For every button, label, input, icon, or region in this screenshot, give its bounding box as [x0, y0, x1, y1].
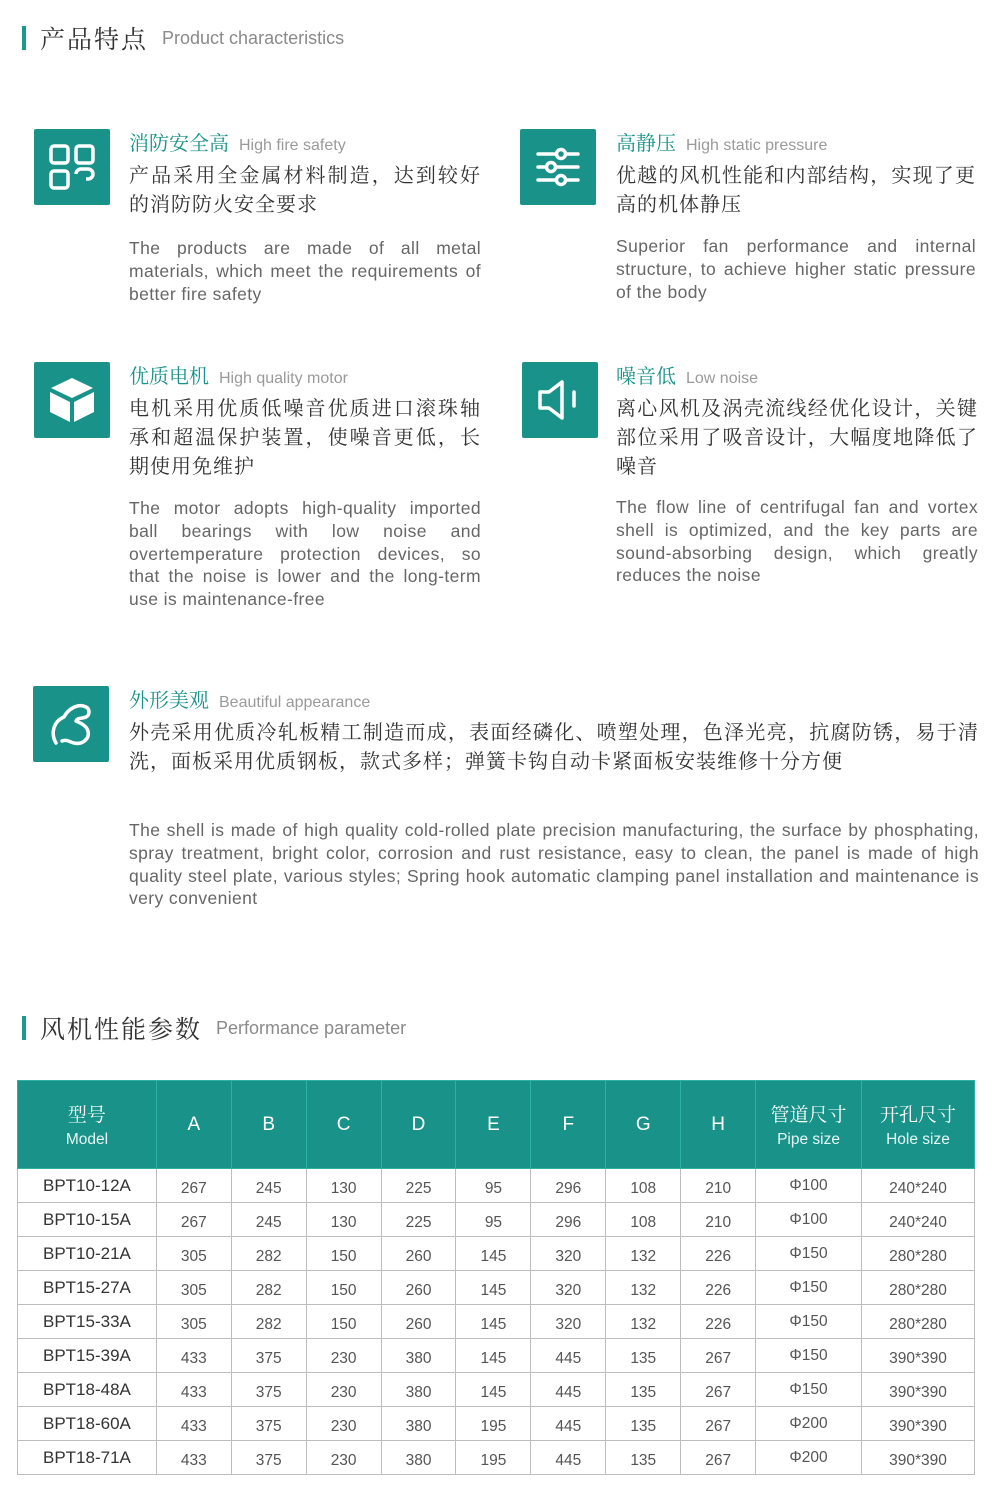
header-en: Pipe size: [777, 1131, 840, 1148]
feature-desc-zh: 产品采用全金属材料制造，达到较好的消防防火安全要求: [129, 163, 481, 216]
table-cell: 245: [231, 1169, 306, 1203]
feature-title-zh: 外形美观: [129, 688, 209, 712]
section-bar: [22, 1016, 26, 1040]
header-h: H: [681, 1081, 756, 1169]
table-cell: 225: [381, 1203, 456, 1237]
cell-model: BPT15-39A: [18, 1339, 157, 1373]
feature-title-en: High fire safety: [239, 137, 346, 154]
feature-header: [129, 360, 348, 389]
hook-icon: [33, 686, 109, 762]
feature-header: [616, 360, 758, 389]
feature-header: [616, 127, 827, 156]
table-cell: 135: [606, 1339, 681, 1373]
table-cell: 108: [606, 1203, 681, 1237]
table-cell: 130: [306, 1169, 381, 1203]
table-cell: 267: [156, 1203, 231, 1237]
table-cell: 150: [306, 1237, 381, 1271]
feature-title-en: Low noise: [686, 370, 759, 387]
table-cell: 433: [156, 1407, 231, 1441]
table-cell: Φ100: [756, 1169, 862, 1203]
table-cell: 150: [306, 1305, 381, 1339]
feature-desc-zh: 优越的风机性能和内部结构，实现了更高的机体静压: [616, 163, 976, 216]
feature-header: [129, 127, 346, 156]
table-row: [18, 1339, 975, 1373]
feature-title-zh: 优质电机: [129, 364, 209, 388]
table-row: [18, 1237, 975, 1271]
table-cell: 135: [606, 1441, 681, 1475]
table-cell: 226: [681, 1305, 756, 1339]
table-cell: Φ150: [756, 1339, 862, 1373]
header-model: [18, 1081, 157, 1169]
table-cell: 135: [606, 1373, 681, 1407]
cube-icon: [34, 362, 110, 438]
header-d: D: [381, 1081, 456, 1169]
table-cell: 296: [531, 1169, 606, 1203]
table-cell: 210: [681, 1203, 756, 1237]
header-a: A: [156, 1081, 231, 1169]
cell-model: BPT15-33A: [18, 1305, 157, 1339]
table-cell: 296: [531, 1203, 606, 1237]
feature-desc-zh: 电机采用优质低噪音优质进口滚珠轴承和超温保护装置，使噪音更低，长期使用免维护: [129, 396, 481, 478]
table-row: [18, 1169, 975, 1203]
table-cell: 230: [306, 1339, 381, 1373]
cell-model: BPT18-71A: [18, 1441, 157, 1475]
table-cell: 390*390: [861, 1373, 974, 1407]
table-cell: 320: [531, 1271, 606, 1305]
table-cell: 390*390: [861, 1407, 974, 1441]
table-cell: 445: [531, 1407, 606, 1441]
table-cell: 145: [456, 1373, 531, 1407]
section-title-performance: [22, 1010, 406, 1046]
table-cell: 240*240: [861, 1203, 974, 1237]
table-cell: 230: [306, 1373, 381, 1407]
table-cell: 226: [681, 1271, 756, 1305]
table-cell: 245: [231, 1203, 306, 1237]
feature-desc-zh: 离心风机及涡壳流线经优化设计，关键部位采用了吸音设计，大幅度地降低了噪音: [616, 396, 978, 478]
table-cell: Φ150: [756, 1373, 862, 1407]
header-b: B: [231, 1081, 306, 1169]
table-cell: 195: [456, 1441, 531, 1475]
table-cell: 380: [381, 1441, 456, 1475]
feature-title-en: Beautiful appearance: [219, 694, 371, 711]
table-cell: 230: [306, 1407, 381, 1441]
table-cell: 226: [681, 1237, 756, 1271]
table-cell: 280*280: [861, 1305, 974, 1339]
header-zh: 开孔尺寸: [879, 1105, 956, 1126]
header-e: E: [456, 1081, 531, 1169]
section-bar: [22, 26, 26, 50]
table-cell: 433: [156, 1339, 231, 1373]
table-cell: 210: [681, 1169, 756, 1203]
feature-desc-en: The products are made of all metal materials, which meet the requirements of better fire safety: [129, 238, 481, 304]
table-cell: 375: [231, 1339, 306, 1373]
table-cell: 305: [156, 1271, 231, 1305]
table-cell: 380: [381, 1407, 456, 1441]
feature-desc-en: The flow line of centrifugal fan and vortex shell is optimized, and the key parts are sound-absorbing design, which greatly reduces the noise: [616, 497, 978, 586]
table-cell: 267: [681, 1407, 756, 1441]
table-cell: 132: [606, 1237, 681, 1271]
table-row: [18, 1271, 975, 1305]
table-cell: Φ200: [756, 1407, 862, 1441]
table-row: [18, 1441, 975, 1475]
cell-model: BPT10-15A: [18, 1203, 157, 1237]
feature-title-en: High quality motor: [219, 370, 348, 387]
table-cell: 267: [681, 1339, 756, 1373]
table-row: [18, 1203, 975, 1237]
table-row: [18, 1373, 975, 1407]
cell-model: BPT10-21A: [18, 1237, 157, 1271]
table-cell: 267: [681, 1373, 756, 1407]
cell-model: BPT15-27A: [18, 1271, 157, 1305]
table-cell: 320: [531, 1237, 606, 1271]
table-cell: 280*280: [861, 1237, 974, 1271]
performance-table: [17, 1080, 975, 1475]
table-cell: 95: [456, 1203, 531, 1237]
section-title-zh: 风机性能参数: [40, 1015, 203, 1044]
table-header-row: [18, 1081, 975, 1169]
table-cell: 225: [381, 1169, 456, 1203]
table-cell: 380: [381, 1339, 456, 1373]
table-cell: Φ200: [756, 1441, 862, 1475]
table-cell: 95: [456, 1169, 531, 1203]
table-cell: 390*390: [861, 1339, 974, 1373]
table-cell: 280*280: [861, 1271, 974, 1305]
table-cell: 267: [681, 1441, 756, 1475]
table-cell: 260: [381, 1237, 456, 1271]
table-cell: 145: [456, 1305, 531, 1339]
table-cell: Φ100: [756, 1203, 862, 1237]
table-cell: 145: [456, 1237, 531, 1271]
table-cell: 230: [306, 1441, 381, 1475]
table-cell: 305: [156, 1237, 231, 1271]
table-cell: 445: [531, 1373, 606, 1407]
table-cell: 132: [606, 1271, 681, 1305]
section-title-zh: 产品特点: [40, 25, 149, 54]
table-cell: 305: [156, 1305, 231, 1339]
header-hole-size: [861, 1081, 974, 1169]
table-cell: 282: [231, 1271, 306, 1305]
header-en: Model: [65, 1131, 109, 1148]
header-zh: 型号: [67, 1105, 106, 1126]
table-cell: 445: [531, 1339, 606, 1373]
feature-title-zh: 高静压: [616, 131, 676, 155]
header-c: C: [306, 1081, 381, 1169]
table-cell: 240*240: [861, 1169, 974, 1203]
feature-desc-en: The motor adopts high-quality imported ball bearings with low noise and overtemperature protection devices, so that the noise is lower and the long-term use is maintenance-free: [129, 498, 481, 610]
table-cell: 195: [456, 1407, 531, 1441]
table-cell: Φ150: [756, 1271, 862, 1305]
cell-model: BPT10-12A: [18, 1169, 157, 1203]
table-cell: 390*390: [861, 1441, 974, 1475]
feature-header: [129, 684, 370, 713]
table-cell: 130: [306, 1203, 381, 1237]
section-title-characteristics: [22, 20, 344, 56]
header-zh: 管道尺寸: [770, 1105, 847, 1126]
table-cell: 145: [456, 1339, 531, 1373]
header-f: F: [531, 1081, 606, 1169]
table-cell: 433: [156, 1373, 231, 1407]
table-cell: 433: [156, 1441, 231, 1475]
grid-icon: [34, 129, 110, 205]
feature-title-zh: 噪音低: [616, 364, 676, 388]
section-title-en: Product characteristics: [162, 27, 345, 48]
table-cell: 260: [381, 1271, 456, 1305]
feature-desc-zh: 外壳采用优质冷轧板精工制造而成，表面经磷化、喷塑处理，色泽光亮，抗腐防锈，易于清洗，面板采用优质钢板，款式多样；弹簧卡钩自动卡紧面板安装维修十分方便: [129, 720, 979, 773]
table-cell: 135: [606, 1407, 681, 1441]
table-cell: 282: [231, 1305, 306, 1339]
feature-title-en: High static pressure: [686, 137, 828, 154]
table-cell: 108: [606, 1169, 681, 1203]
table-cell: 375: [231, 1407, 306, 1441]
sliders-icon: [520, 129, 596, 205]
cell-model: BPT18-48A: [18, 1373, 157, 1407]
table-cell: 145: [456, 1271, 531, 1305]
table-cell: Φ150: [756, 1305, 862, 1339]
table-cell: 445: [531, 1441, 606, 1475]
table-cell: 320: [531, 1305, 606, 1339]
table-row: [18, 1407, 975, 1441]
table-cell: Φ150: [756, 1237, 862, 1271]
table-row: [18, 1305, 975, 1339]
section-title-en: Performance parameter: [216, 1017, 407, 1038]
table-cell: 260: [381, 1305, 456, 1339]
header-pipe-size: [756, 1081, 862, 1169]
table-cell: 375: [231, 1373, 306, 1407]
speaker-icon: [522, 362, 598, 438]
feature-desc-en: Superior fan performance and internal structure, to achieve higher static pressure of the body: [616, 236, 976, 302]
table-cell: 132: [606, 1305, 681, 1339]
cell-model: BPT18-60A: [18, 1407, 157, 1441]
table-cell: 375: [231, 1441, 306, 1475]
table-cell: 267: [156, 1169, 231, 1203]
table-cell: 150: [306, 1271, 381, 1305]
table-cell: 282: [231, 1237, 306, 1271]
feature-desc-en: The shell is made of high quality cold-rolled plate precision manufacturing, the surface by phosphating, spray treatment, bright color, corrosion and rust resistance, easy to clean, the panel is made of high quality steel plate, various styles; Spring hook automatic clamping panel installation and maintenance is very convenient: [129, 820, 979, 909]
table-cell: 380: [381, 1373, 456, 1407]
table-body: [18, 1169, 975, 1475]
feature-title-zh: 消防安全高: [129, 131, 229, 155]
header-g: G: [606, 1081, 681, 1169]
header-en: Hole size: [886, 1131, 950, 1148]
